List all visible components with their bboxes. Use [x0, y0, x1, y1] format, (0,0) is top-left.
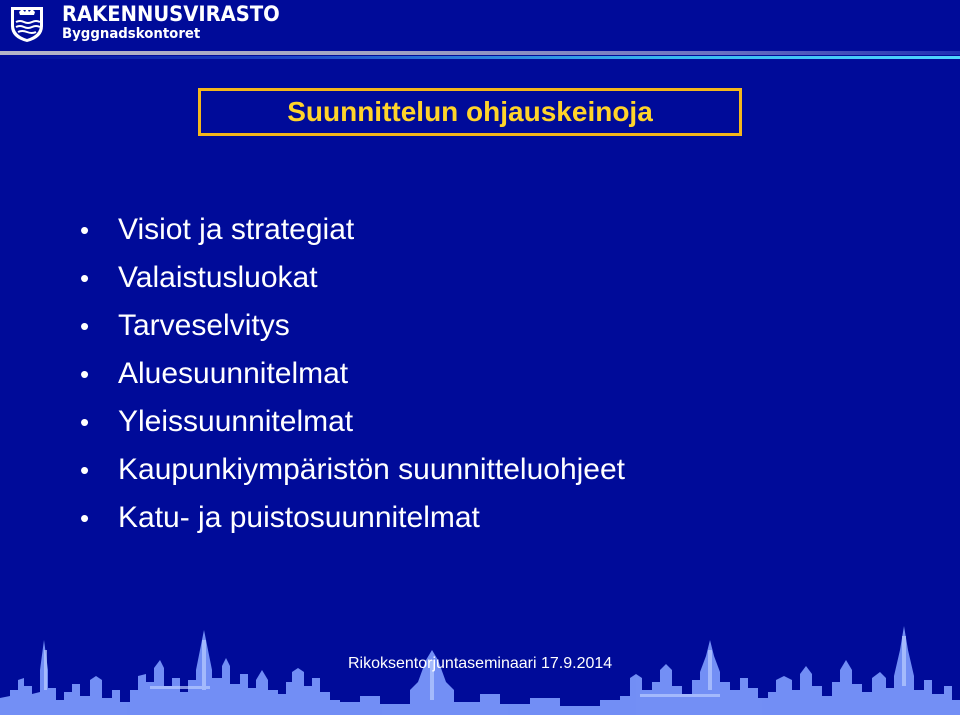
helsinki-crest-icon	[8, 4, 46, 44]
bullet-icon: •	[80, 215, 90, 245]
bullet-text: Tarveselvitys	[118, 309, 290, 342]
bullet-icon: •	[80, 503, 90, 533]
list-item	[80, 206, 625, 254]
bullet-icon: •	[80, 311, 90, 341]
list-item	[80, 350, 625, 398]
footer-text: Rikoksentorjuntaseminaari 17.9.2014	[348, 655, 613, 672]
header-bar	[0, 0, 960, 50]
bullet-icon: •	[80, 407, 90, 437]
list-item	[80, 254, 625, 302]
header-accent-line	[0, 56, 960, 59]
bullet-icon: •	[80, 359, 90, 389]
header-divider	[0, 51, 960, 55]
bullet-text: Aluesuunnitelmat	[118, 357, 349, 390]
bullet-text: Kaupunkiympäristön suunnitteluohjeet	[118, 453, 625, 486]
bullet-icon: •	[80, 263, 90, 293]
org-name: RAKENNUSVIRASTO	[62, 2, 280, 26]
list-item	[80, 398, 625, 446]
bullet-list	[80, 206, 625, 542]
bullet-icon: •	[80, 455, 90, 485]
org-subname: Byggnadskontoret	[62, 26, 201, 42]
bullet-text: Valaistusluokat	[118, 261, 318, 294]
bullet-text: Visiot ja strategiat	[118, 213, 355, 246]
slide-title: Suunnittelun ohjauskeinoja	[287, 96, 653, 127]
list-item	[80, 302, 625, 350]
bullet-text: Katu- ja puistosuunnitelmat	[118, 501, 480, 534]
list-item	[80, 446, 625, 494]
list-item	[80, 494, 625, 542]
bullet-text: Yleissuunnitelmat	[118, 405, 354, 438]
title-box	[198, 88, 742, 136]
